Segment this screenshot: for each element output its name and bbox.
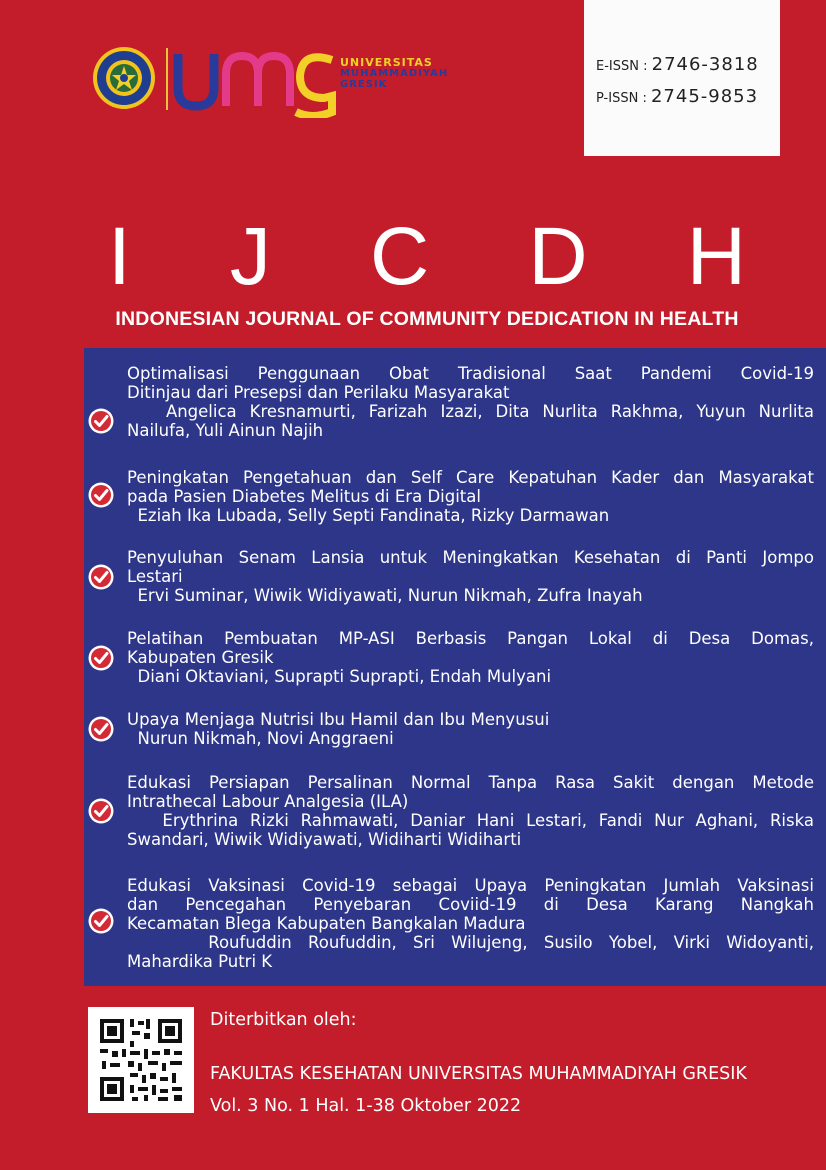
article-title-line: Edukasi Persiapan Persalinan Normal Tanpa Rasa Sakit dengan Metode [127,773,814,792]
check-icon [88,564,114,590]
article-title-line: Lestari [127,567,183,586]
university-seal-logo [92,46,156,110]
acronym-letter: D [528,211,588,302]
check-icon [88,482,114,508]
article-title-line: dan Pencegahan Penyebaran Coviid-19 di Desa Karang Nangkah [127,895,814,914]
article-title-line: Penyuluhan Senam Lansia untuk Meningkatkan Kesehatan di Panti Jompo [127,548,814,567]
journal-full-title: INDONESIAN JOURNAL OF COMMUNITY DEDICATION IN HEALTH [115,308,739,330]
check-icon [88,408,114,434]
article-title-line: Ditinjau dari Presepsi dan Perilaku Masyarakat [127,383,510,402]
acronym-letter: I [108,211,131,302]
issn-box [584,0,780,156]
university-name-logo [340,57,448,90]
published-by-label: Diterbitkan oleh: [210,1010,357,1030]
article-title-line: Pelatihan Pembuatan MP-ASI Berbasis Pangan Lokal di Desa Domas, [127,629,814,648]
publisher-faculty: FAKULTAS KESEHATAN UNIVERSITAS MUHAMMADIYAH GRESIK [210,1064,747,1084]
article-authors-line: Diani Oktaviani, Suprapti Suprapti, Endah Mulyani [127,667,552,686]
journal-acronym [0,212,826,302]
article-title-line: Kecamatan Blega Kabupaten Bangkalan Madura [127,914,526,933]
acronym-letter: H [686,211,746,302]
article-title-line: Optimalisasi Penggunaan Obat Tradisional Saat Pandemi Covid-19 [127,364,814,383]
university-line2: MUHAMMADIYAH [340,68,449,79]
check-icon [88,798,114,824]
article-authors-line: Swandari, Wiwik Widiyawati, Widiharti Widiharti [127,830,522,849]
article-title-line: Upaya Menjaga Nutrisi Ibu Hamil dan Ibu Menyusui [127,710,550,729]
e-issn [596,54,759,75]
acronym-letter: C [370,211,430,302]
p-issn [596,86,758,107]
p-issn-label: P-ISSN : [596,91,647,106]
e-issn-label: E-ISSN : [596,59,648,74]
university-line3: GRESIK [340,79,388,90]
article-authors-line: Erythrina Rizki Rahmawati, Daniar Hani Lestari, Fandi Nur Aghani, Riska [127,811,814,830]
logo-divider [166,48,168,110]
p-issn-value: 2745-9853 [650,86,759,107]
table-of-contents [84,348,826,986]
article-authors-line: Roufuddin Roufuddin, Sri Wilujeng, Susilo Yobel, Virki Widoyanti, [127,933,814,952]
article-title-line: Peningkatan Pengetahuan dan Self Care Kepatuhan Kader dan Masyarakat [127,468,814,487]
article-title-line: Intrathecal Labour Analgesia (ILA) [127,792,409,811]
check-icon [88,645,114,671]
article-authors-line: Nurun Nikmah, Novi Anggraeni [127,729,394,748]
article-title-line: pada Pasien Diabetes Melitus di Era Digital [127,487,481,506]
university-line1: UNIVERSITAS [340,56,433,69]
article-title-line: Kabupaten Gresik [127,648,274,667]
umg-logo [172,40,342,118]
article-authors-line: Angelica Kresnamurti, Farizah Izazi, Dita Nurlita Rakhma, Yuyun Nurlita [127,402,814,421]
article-title-line: Edukasi Vaksinasi Covid-19 sebagai Upaya Peningkatan Jumlah Vaksinasi [127,876,814,895]
article-authors-line: Ervi Suminar, Wiwik Widiyawati, Nurun Nikmah, Zufra Inayah [127,586,643,605]
acronym-letter: J [229,211,271,302]
check-icon [88,908,114,934]
article-authors-line: Nailufa, Yuli Ainun Najih [127,421,324,440]
article-authors-line: Eziah Ika Lubada, Selly Septi Fandinata, Rizky Darmawan [127,506,610,525]
qr-code[interactable] [88,1007,194,1113]
article-authors-line: Mahardika Putri K [127,952,273,971]
volume-info: Vol. 3 No. 1 Hal. 1-38 Oktober 2022 [210,1096,522,1116]
e-issn-value: 2746-3818 [651,54,759,75]
check-icon [88,716,114,742]
